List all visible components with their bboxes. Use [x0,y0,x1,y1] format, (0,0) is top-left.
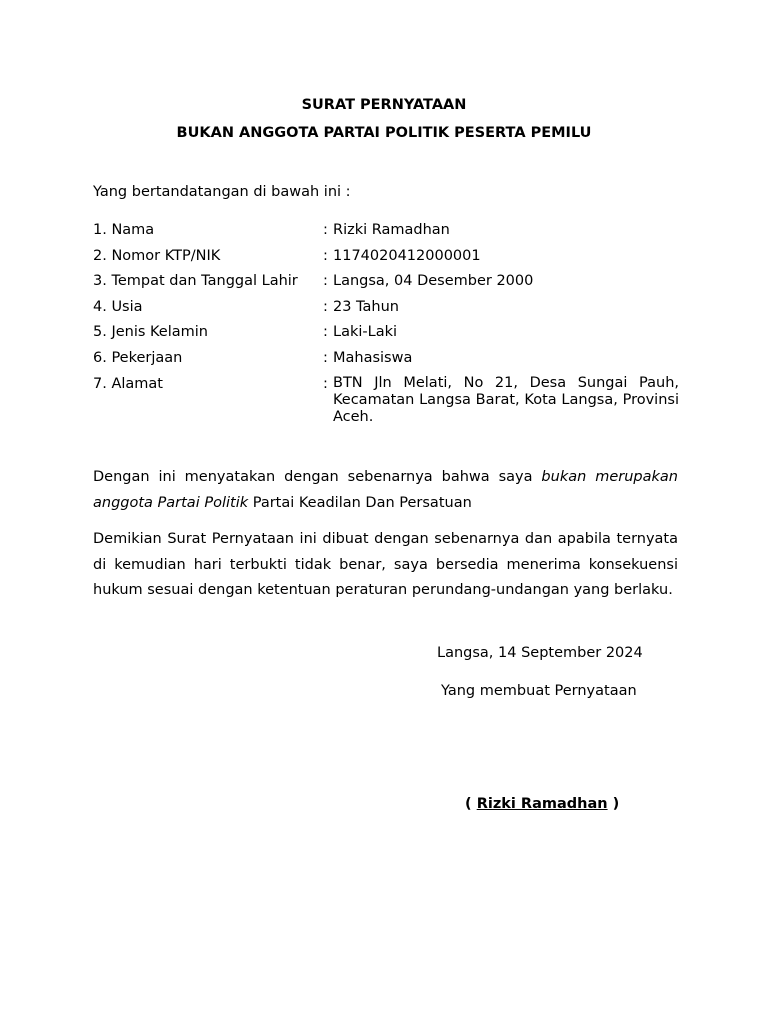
field-label: 1. Nama [93,222,155,238]
field-colon: : [323,375,328,392]
field-colon: : [323,298,328,315]
field-colon: : [323,324,328,341]
field-value: Langsa, 04 Desember 2000 [333,273,534,290]
field-label: 5. Jenis Kelamin [93,324,208,341]
field-colon: : [323,273,328,290]
signature-block [465,795,619,813]
closing-paragraph: Demikian Surat Pernyataan ini dibuat dengan sebenarnya dan apabila ternyata di kemudian hari terbukti tidak benar, saya bersedia menerima konsekuensi hukum sesuai dengan ketentuan peraturan perundang-undangan yang berlaku. [93,531,678,598]
field-value: 1174020412000001 [333,247,481,264]
field-row-nik [93,247,679,273]
field-row-age [93,298,679,324]
field-row-name [93,221,679,247]
field-label: 3. Tempat dan Tanggal Lahir [93,273,298,290]
field-colon: : [323,222,328,238]
field-row-birth [93,272,679,298]
document-subtitle: BUKAN ANGGOTA PARTAI POLITIK PESERTA PEMILU [176,125,592,141]
place-date: Langsa, 14 September 2024 [437,645,643,661]
field-label: 6. Pekerjaan [93,349,183,366]
signature-close: ) [607,796,620,812]
field-value: BTN Jln Melati, No 21, Desa Sungai Pauh, Kecamatan Langsa Barat, Kota Langsa, Provinsi Aceh. [333,374,679,425]
signature-open: ( [465,796,477,812]
signature-name: Rizki Ramadhan [476,796,608,812]
statement-emphasis: bukan merupakan anggota Partai Politik [93,469,678,511]
field-value: Mahasiswa [333,349,413,366]
field-row-address [93,375,679,426]
field-value: 23 Tahun [333,298,399,315]
field-colon: : [323,349,328,366]
field-value: Rizki Ramadhan [333,222,450,238]
field-row-occupation [93,349,679,375]
field-row-gender [93,323,679,349]
field-colon: : [323,247,328,264]
statement-lead: Dengan ini menyatakan dengan sebenarnya bahwa saya [93,469,542,485]
document-title: SURAT PERNYATAAN [301,97,467,113]
field-label: 2. Nomor KTP/NIK [93,247,221,264]
statement-tail: Partai Keadilan Dan Persatuan [248,494,472,511]
maker-label: Yang membuat Pernyataan [441,683,637,699]
statement-paragraph [93,465,678,516]
field-value: Laki-Laki [333,324,398,341]
identity-fields [93,221,679,426]
intro-text: Yang bertandatangan di bawah ini : [93,184,351,200]
field-label: 4. Usia [93,298,143,315]
field-label: 7. Alamat [93,375,163,392]
